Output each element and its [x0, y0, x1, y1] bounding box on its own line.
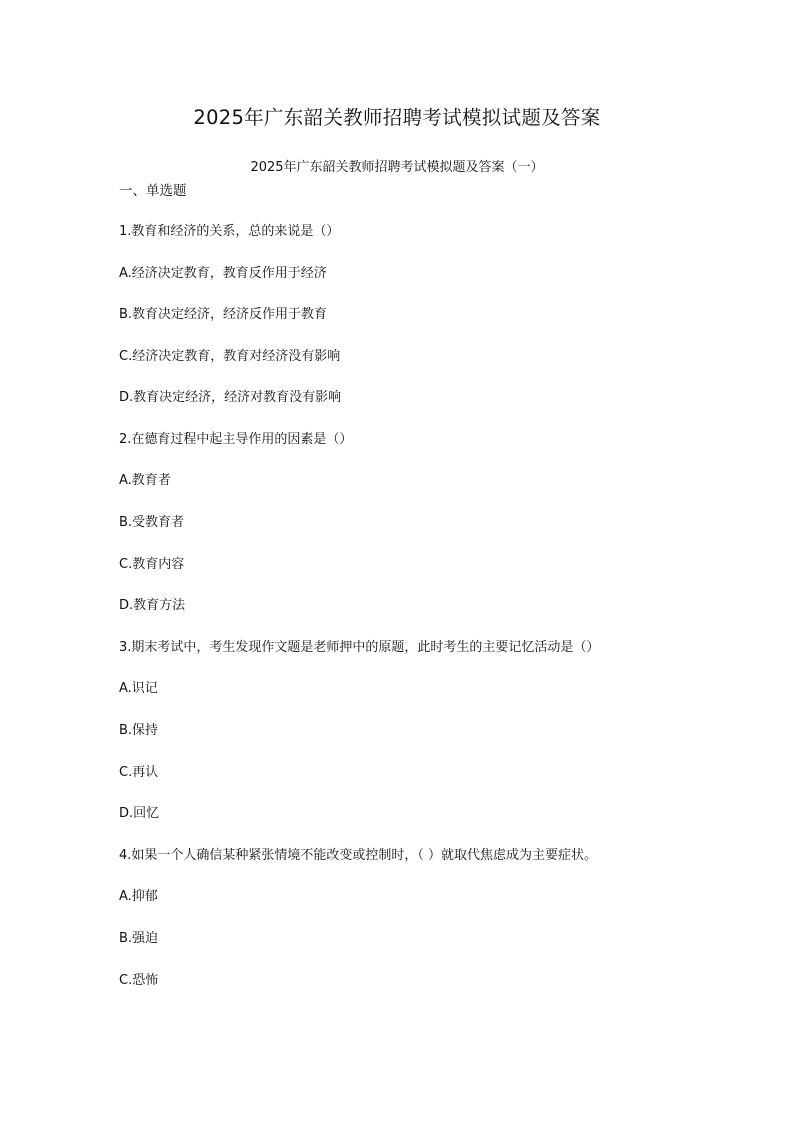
question-stem: 4.如果一个人确信某种紧张情境不能改变或控制时，（ ）就取代焦虑成为主要症状。 — [119, 848, 598, 863]
answer-option: C.教育内容 — [119, 557, 185, 572]
answer-option: B.受教育者 — [119, 515, 185, 530]
answer-option: A.抑郁 — [119, 889, 158, 904]
answer-option: D.回忆 — [119, 806, 160, 821]
answer-option: D.教育方法 — [119, 598, 186, 613]
answer-option: C.恐怖 — [119, 973, 159, 988]
answer-option: B.教育决定经济，经济反作用于教育 — [119, 307, 328, 322]
answer-option: A.教育者 — [119, 473, 171, 488]
answer-option: C.再认 — [119, 765, 159, 780]
answer-option: A.识记 — [119, 681, 158, 696]
section-heading: 一、单选题 — [119, 183, 187, 199]
answer-option: A.经济决定教育，教育反作用于经济 — [119, 266, 327, 281]
answer-option: B.保持 — [119, 723, 159, 738]
question-stem: 3.期末考试中，考生发现作文题是老师押中的原题，此时考生的主要记忆活动是（） — [119, 640, 600, 655]
answer-option: C.经济决定教育，教育对经济没有影响 — [119, 349, 341, 364]
document-title: 2025年广东韶关教师招聘考试模拟试题及答案 — [193, 106, 601, 129]
question-stem: 1.教育和经济的关系，总的来说是（） — [119, 224, 340, 239]
answer-option: B.强迫 — [119, 931, 159, 946]
document-subtitle: 2025年广东韶关教师招聘考试模拟题及答案（一） — [250, 160, 544, 175]
answer-option: D.教育决定经济，经济对教育没有影响 — [119, 390, 342, 405]
question-stem: 2.在德育过程中起主导作用的因素是（） — [119, 432, 353, 447]
